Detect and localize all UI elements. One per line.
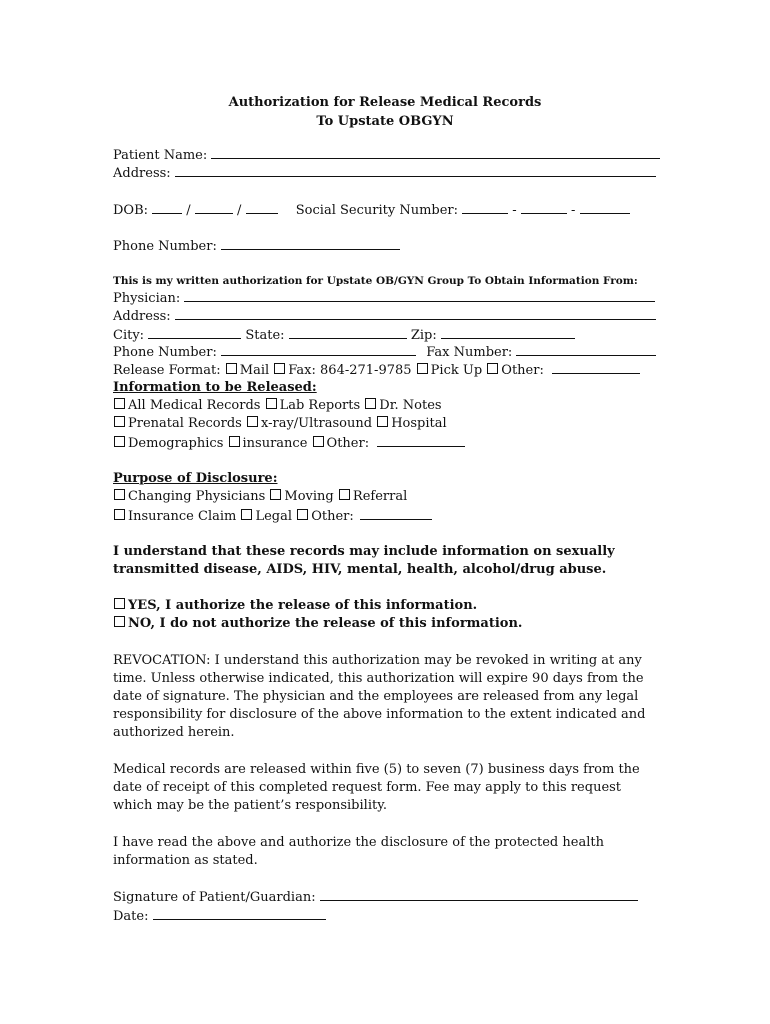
purpose-option: Moving [284, 489, 334, 504]
ssn-separator: - [512, 203, 517, 218]
consent-no-label: NO, I do not authorize the release of this information. [128, 616, 523, 631]
purpose-option: Insurance Claim [128, 509, 237, 524]
information-option: x-ray/Ultrasound [260, 416, 373, 431]
physician-label: Physician: [113, 291, 181, 306]
referral-checkbox[interactable] [339, 489, 350, 500]
lab-reports-checkbox[interactable] [266, 398, 277, 409]
other-info-checkbox[interactable] [313, 436, 324, 447]
form-title: Authorization for Release Medical Records [228, 95, 542, 110]
signature-label: Signature of Patient/Guardian: [113, 890, 316, 905]
no-authorize-checkbox[interactable] [114, 616, 125, 627]
moving-checkbox[interactable] [270, 489, 281, 500]
information-option: insurance [242, 436, 308, 451]
information-heading: Information to be Released: [113, 380, 317, 395]
ssn-part3-field[interactable] [580, 201, 630, 214]
purpose-option: Legal [255, 509, 293, 524]
insurance-checkbox[interactable] [229, 436, 240, 447]
format-option: Pick Up [430, 363, 483, 378]
other-format-field[interactable] [552, 361, 640, 374]
information-option: Hospital [391, 416, 447, 431]
release-format-label: Release Format: [113, 363, 221, 378]
ssn-part2-field[interactable] [521, 201, 567, 214]
patient-address-row [113, 164, 656, 182]
release-format-row [113, 361, 640, 379]
information-row [113, 398, 442, 414]
date-field[interactable] [153, 907, 326, 920]
consent-yes-row [113, 598, 477, 614]
hospital-checkbox[interactable] [377, 416, 388, 427]
purpose-row [113, 489, 407, 505]
patient-name-label: Patient Name: [113, 148, 208, 163]
purpose-heading: Purpose of Disclosure: [113, 471, 278, 486]
other-info-field[interactable] [377, 434, 465, 447]
consent-no-row [113, 616, 522, 632]
information-option: Demographics [128, 436, 224, 451]
insurance-claim-checkbox[interactable] [114, 509, 125, 520]
information-option: Lab Reports [279, 398, 361, 413]
signature-field[interactable] [320, 888, 638, 901]
other-format-checkbox[interactable] [487, 363, 498, 374]
patient-address-field[interactable] [175, 164, 656, 177]
dob-ssn-row [113, 201, 630, 219]
understand-statement-line2: transmitted disease, AIDS, HIV, mental, health, alcohol/drug abuse. [113, 562, 607, 577]
patient-name-field[interactable] [211, 146, 660, 159]
date-row [113, 907, 326, 925]
patient-phone-label: Phone Number: [113, 239, 217, 254]
information-option: Other: [326, 436, 370, 451]
patient-name-row [113, 146, 660, 164]
pickup-checkbox[interactable] [417, 363, 428, 374]
ssn-part1-field[interactable] [462, 201, 508, 214]
patient-phone-row [113, 237, 400, 255]
provider-address-label: Address: [113, 309, 171, 324]
purpose-option: Other: [311, 509, 354, 524]
fax-field[interactable] [516, 343, 656, 356]
city-state-zip-row [113, 326, 575, 344]
dob-separator: / [186, 203, 191, 218]
dob-label: DOB: [113, 203, 149, 218]
all-records-checkbox[interactable] [114, 398, 125, 409]
consent-yes-label: YES, I authorize the release of this information. [128, 598, 478, 613]
dr-notes-checkbox[interactable] [365, 398, 376, 409]
dob-day-field[interactable] [195, 201, 233, 214]
provider-phone-field[interactable] [221, 343, 416, 356]
other-purpose-checkbox[interactable] [297, 509, 308, 520]
information-option: All Medical Records [128, 398, 261, 413]
state-field[interactable] [289, 326, 407, 339]
understand-statement-line1: I understand that these records may include information on sexually [113, 544, 615, 559]
dob-month-field[interactable] [152, 201, 182, 214]
release-time-paragraph: Medical records are released within five (5) to seven (7) business days from the date of receipt of this completed request form. Fee may apply to this request which may be the patient’s responsibility. [113, 762, 640, 813]
provider-address-row [113, 307, 656, 325]
physician-field[interactable] [184, 289, 655, 302]
authorization-intro: This is my written authorization for Upstate OB/GYN Group To Obtain Information From: [113, 275, 638, 287]
city-field[interactable] [148, 326, 241, 339]
information-option: Dr. Notes [379, 398, 442, 413]
yes-authorize-checkbox[interactable] [114, 598, 125, 609]
ssn-label: Social Security Number: [295, 203, 459, 218]
purpose-option: Changing Physicians [128, 489, 266, 504]
purpose-option: Referral [352, 489, 408, 504]
fax-label: Fax Number: [426, 345, 513, 360]
purpose-row [113, 507, 432, 525]
mail-checkbox[interactable] [226, 363, 237, 374]
fax-checkbox[interactable] [274, 363, 285, 374]
dob-separator: / [236, 203, 242, 218]
zip-label: Zip: [410, 328, 437, 343]
patient-address-label: Address: [113, 166, 171, 181]
xray-checkbox[interactable] [247, 416, 258, 427]
ssn-separator: - [570, 203, 576, 218]
changing-physicians-checkbox[interactable] [114, 489, 125, 500]
date-label: Date: [113, 909, 149, 924]
provider-address-field[interactable] [175, 307, 656, 320]
acknowledgement-paragraph: I have read the above and authorize the disclosure of the protected health information as stated. [113, 835, 604, 868]
demographics-checkbox[interactable] [114, 436, 125, 447]
other-purpose-field[interactable] [360, 507, 432, 520]
legal-checkbox[interactable] [241, 509, 252, 520]
signature-row [113, 888, 638, 906]
information-row [113, 416, 447, 432]
city-label: City: [113, 328, 145, 343]
format-option: Fax: 864-271-9785 [288, 363, 412, 378]
physician-row [113, 289, 655, 307]
format-option: Other: [501, 363, 544, 378]
provider-phone-label: Phone Number: [113, 345, 217, 360]
form-subtitle: To Upstate OBGYN [316, 114, 454, 129]
prenatal-checkbox[interactable] [114, 416, 125, 427]
information-row [113, 434, 465, 452]
dob-year-field[interactable] [246, 201, 278, 214]
state-label: State: [245, 328, 285, 343]
revocation-paragraph: REVOCATION: I understand this authorization may be revoked in writing at any time. Unless otherwise indicated, this authorization will expire 90 days from the date of signature. The physician and the employees are released from any legal responsibility for disclosure of the above information to the extent indicated and authorized herein. [113, 653, 646, 740]
provider-phone-fax-row [113, 343, 656, 361]
information-option: Prenatal Records [128, 416, 242, 431]
zip-field[interactable] [441, 326, 575, 339]
format-option: Mail [239, 363, 270, 378]
patient-phone-field[interactable] [221, 237, 400, 250]
